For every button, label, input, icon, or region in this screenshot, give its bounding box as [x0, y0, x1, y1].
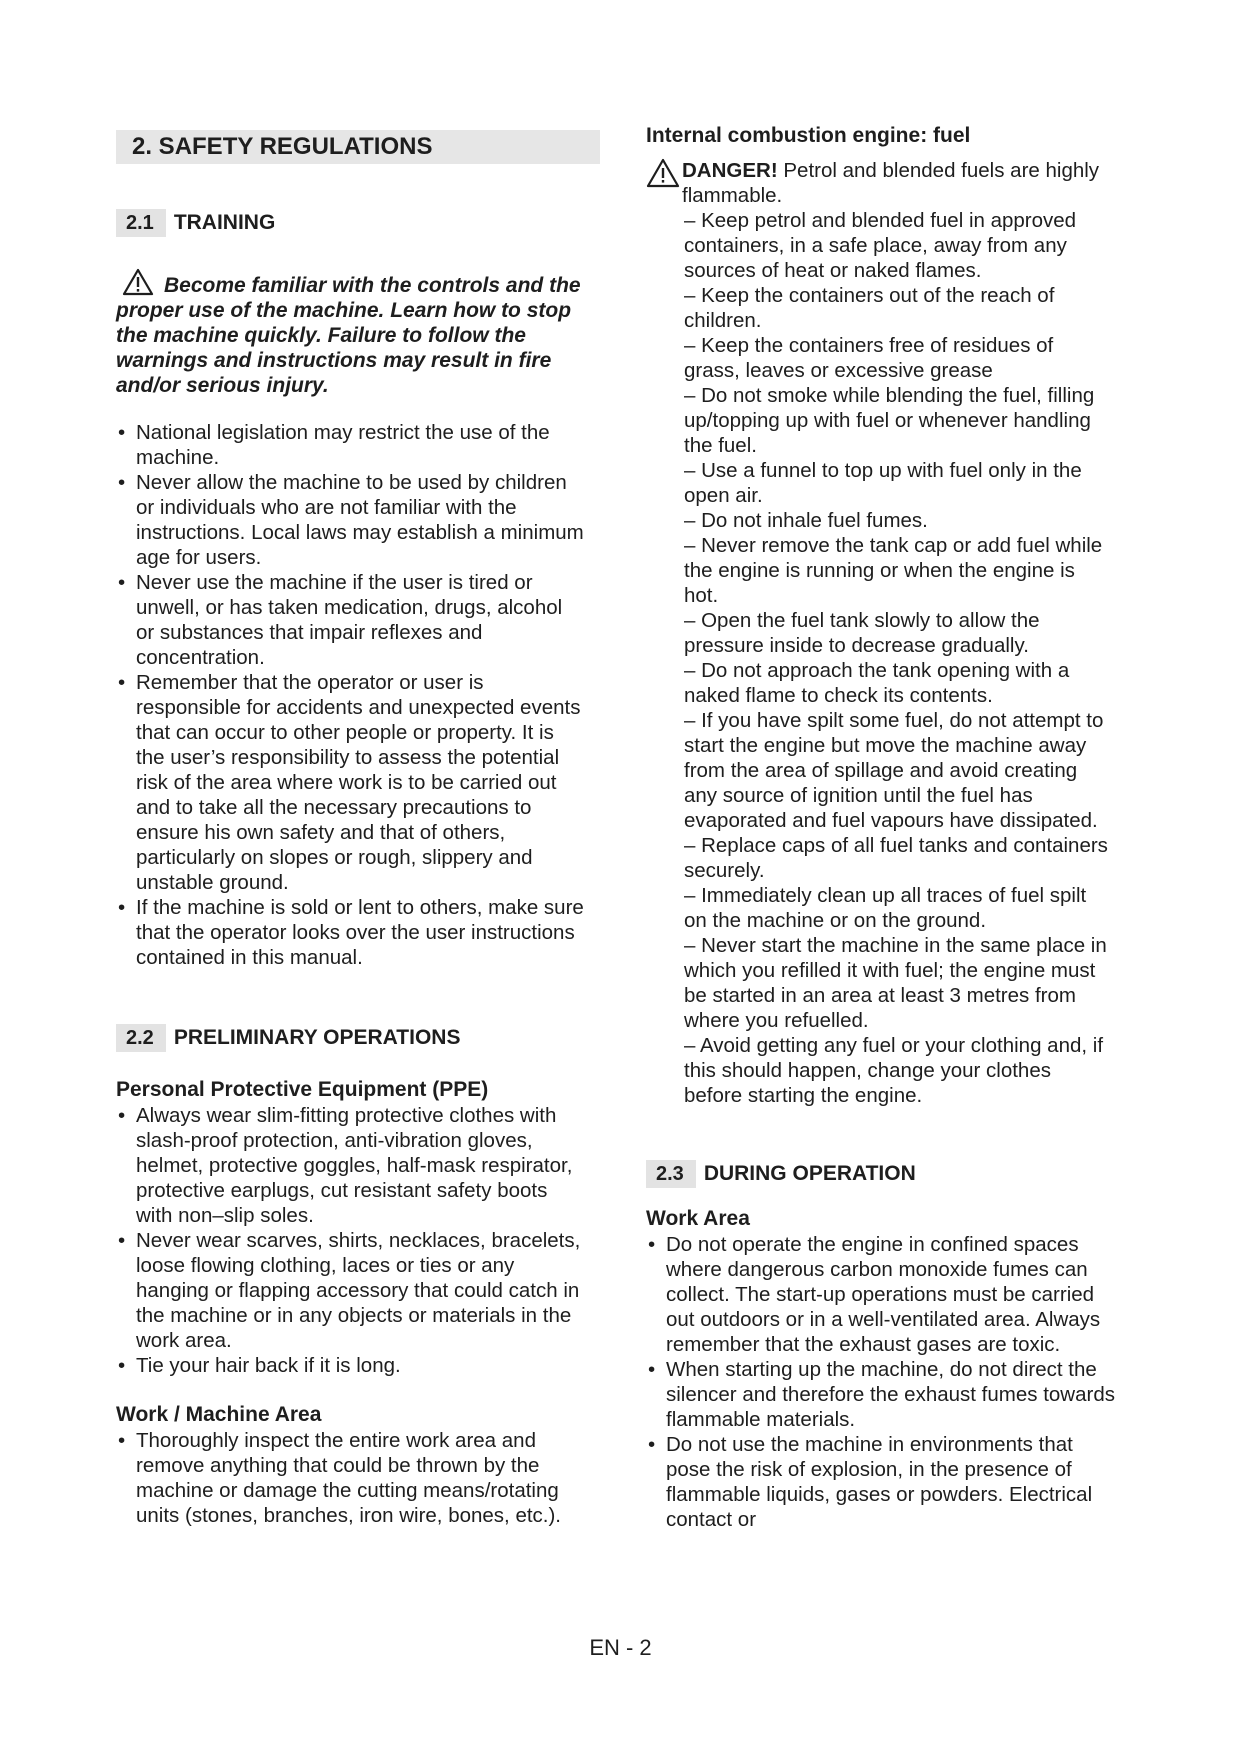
training-bullet-list — [116, 420, 586, 970]
list-item: – Do not inhale fuel fumes. — [684, 509, 928, 532]
work-area-heading: Work Area — [646, 1207, 750, 1230]
list-item: – Use a funnel to top up with fuel only in the open air. — [684, 459, 1082, 507]
section-during-header — [646, 1160, 916, 1188]
list-item: – If you have spilt some fuel, do not attempt to start the engine but move the machine away from the area of spillage and avoid creating any source of ignition until the fuel has evaporated and fuel vapours have dissipated. — [684, 709, 1104, 832]
page-title: 2. SAFETY REGULATIONS — [116, 130, 600, 164]
list-item: – Open the fuel tank slowly to allow the pressure inside to decrease gradually. — [684, 609, 1040, 657]
ppe-bullet-list — [116, 1103, 586, 1378]
page-number: EN - 2 — [589, 1635, 652, 1660]
list-item: • Always wear slim-fitting protective clothes with slash-proof protection, anti-vibration gloves, helmet, protective goggles, half-mask respirator, protective earplugs, cut resistant safety boots with non–slip soles. — [116, 1103, 586, 1228]
warning-triangle-icon — [122, 268, 154, 296]
training-warning-text: Become familiar with the controls and the proper use of the machine. Learn how to stop the machine quickly. Failure to follow the warnings and instructions may result in fire and/or serious injury. — [116, 274, 581, 397]
list-item: • Remember that the operator or user is responsible for accidents and unexpected events that can occur to other people or property. It is the user’s responsibility to assess the potential risk of the area where work is to be carried out and to take all the necessary precautions to ensure his own safety and that of others, particularly on slopes or rough, slippery and unstable ground. — [116, 670, 586, 895]
section-title: DURING OPERATION — [703, 1162, 916, 1185]
list-item: – Keep petrol and blended fuel in approved containers, in a safe place, away from any sources of heat or naked flames. — [684, 209, 1077, 282]
work-area-bullet-list — [116, 1428, 586, 1528]
list-item: – Do not smoke while blending the fuel, filling up/topping up with fuel or whenever handling the fuel. — [684, 384, 1095, 457]
list-item: • When starting up the machine, do not direct the silencer and therefore the exhaust fumes towards flammable materials. — [646, 1357, 1116, 1432]
ppe-heading: Personal Protective Equipment (PPE) — [116, 1078, 489, 1101]
work-machine-area-heading: Work / Machine Area — [116, 1403, 322, 1426]
training-warning — [116, 268, 586, 398]
list-item: • National legislation may restrict the use of the machine. — [116, 420, 586, 470]
list-item: – Immediately clean up all traces of fuel spilt on the machine or on the ground. — [684, 884, 1087, 932]
list-item: • Thoroughly inspect the entire work area and remove anything that could be thrown by the machine or damage the cutting means/rotating units (stones, branches, iron wire, bones, etc.). — [116, 1428, 586, 1528]
list-item: – Keep the containers out of the reach of children. — [684, 284, 1055, 332]
section-title: TRAINING — [173, 211, 276, 234]
section-number: 2.2 — [116, 1024, 166, 1052]
list-item: • Tie your hair back if it is long. — [116, 1353, 586, 1378]
fuel-heading: Internal combustion engine: fuel — [646, 124, 971, 147]
fuel-instruction-list — [684, 208, 1114, 1108]
danger-text: Petrol and blended fuels are highly flammable. — [682, 159, 1100, 207]
section-training-header — [116, 209, 275, 237]
list-item: • Never allow the machine to be used by children or individuals who are not familiar with the instructions. Local laws may establish a minimum age for users. — [116, 470, 586, 570]
list-item: • Do not use the machine in environments that pose the risk of explosion, in the presence of flammable liquids, gases or powders. Electrical contact or — [646, 1432, 1116, 1532]
section-preliminary-header — [116, 1024, 460, 1052]
list-item: • Never use the machine if the user is tired or unwell, or has taken medication, drugs, alcohol or substances that impair reflexes and concentration. — [116, 570, 586, 670]
fuel-danger-warning — [646, 158, 1116, 208]
section-title: PRELIMINARY OPERATIONS — [173, 1026, 461, 1049]
list-item: – Replace caps of all fuel tanks and containers securely. — [684, 834, 1108, 882]
section-number: 2.1 — [116, 209, 166, 237]
list-item: – Do not approach the tank opening with a naked flame to check its contents. — [684, 659, 1070, 707]
list-item: – Never start the machine in the same place in which you refilled it with fuel; the engine must be started in an area at least 3 metres from where you refuelled. — [684, 934, 1107, 1032]
section-number: 2.3 — [646, 1160, 696, 1188]
list-item: – Keep the containers free of residues of grass, leaves or excessive grease — [684, 334, 1054, 382]
danger-label: DANGER! — [682, 159, 778, 182]
list-item: • Do not operate the engine in confined spaces where dangerous carbon monoxide fumes can collect. The start-up operations must be carried out outdoors or in a well-ventilated area. Always remember that the exhaust gases are toxic. — [646, 1232, 1116, 1357]
list-item: • If the machine is sold or lent to others, make sure that the operator looks over the user instructions contained in this manual. — [116, 895, 586, 970]
list-item: • Never wear scarves, shirts, necklaces, bracelets, loose flowing clothing, laces or ties or any hanging or flapping accessory that could catch in the machine or in any objects or materials in the work area. — [116, 1228, 586, 1353]
during-bullet-list — [646, 1232, 1116, 1532]
list-item: – Avoid getting any fuel or your clothing and, if this should happen, change your clothes before starting the engine. — [684, 1034, 1104, 1107]
danger-triangle-icon — [646, 158, 680, 188]
list-item: – Never remove the tank cap or add fuel while the engine is running or when the engine is hot. — [684, 534, 1103, 607]
